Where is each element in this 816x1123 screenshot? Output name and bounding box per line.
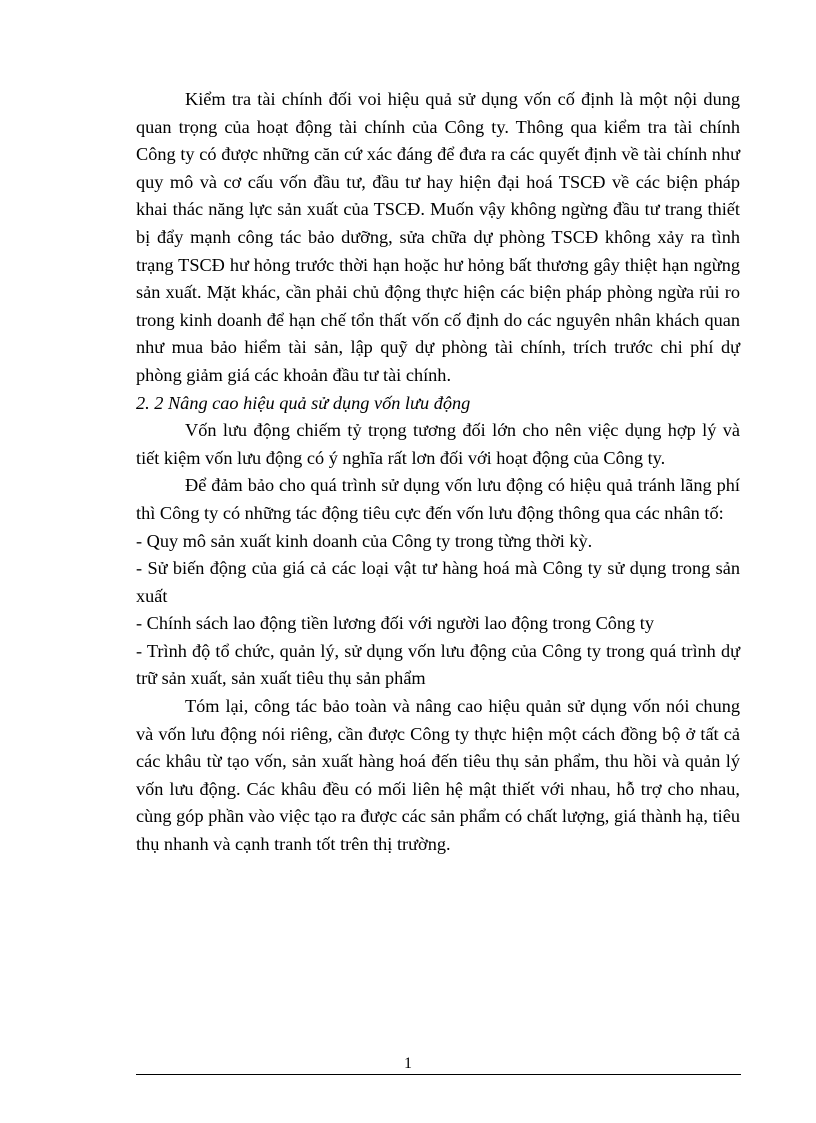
section-heading-working-capital: 2. 2 Nâng cao hiệu quả sử dụng vốn lưu động	[136, 392, 471, 413]
paragraph-working-capital-share: Vốn lưu động chiếm tỷ trọng tương đối lớn cho nên việc dụng hợp lý và tiết kiệm vốn lưu động có ý nghĩa rất lơn đối với hoạt động của Công ty.	[136, 420, 740, 468]
footer-rule	[136, 1074, 741, 1075]
paragraph-conclusion: Tóm lại, công tác bảo toàn và nâng cao hiệu quản sử dụng vốn nói chung và vốn lưu động nói riêng, cần được Công ty thực hiện một cách đồng bộ ở tất cả các khâu từ tạo vốn, sản xuất hàng hoá đến tiêu thụ sản phẩm, thu hồi và quản lý vốn lưu động. Các khâu đều có mối liên hệ mật thiết với nhau, hỗ trợ cho nhau, cùng góp phần vào việc tạo ra được các sản phẩm có chất lượng, giá thành hạ, tiêu thụ nhanh và cạnh tranh tốt trên thị trường.	[136, 696, 740, 855]
list-item-management-level: - Trình độ tổ chức, quản lý, sử dụng vốn lưu động của Công ty trong quá trình dự trữ sản xuất, sản xuất tiêu thụ sản phẩm	[136, 640, 740, 689]
list-item-labor-policy: - Chính sách lao động tiền lương đối với người lao động trong Công ty	[136, 613, 654, 634]
list-item-price-fluctuation: - Sử biến động của giá cả các loại vật tư hàng hoá mà Công ty sử dụng trong sản xuất	[136, 558, 740, 606]
document-body	[136, 86, 740, 859]
paragraph-fixed-capital-inspection: Kiểm tra tài chính đối voi hiệu quả sử dụng vốn cố định là một nội dung quan trọng của hoạt động tài chính của Công ty. Thông qua kiểm tra tài chính Công ty có được những căn cứ xác đáng để đưa ra các quyết định về tài chính như quy mô và cơ cấu vốn đầu tư, đầu tư hay hiện đại hoá TSCĐ về các biện pháp khai thác năng lực sản xuất của TSCĐ. Muốn vậy không ngừng đầu tư trang thiết bị đẩy mạnh công tác bảo dưỡng, sửa chữa dự phòng TSCĐ không xảy ra tình trạng TSCĐ hư hỏng trước thời hạn hoặc hư hỏng bất thương gây thiệt hạn ngừng sản xuất. Mặt khác, cần phải chủ động thực hiện các biện pháp phòng ngừa rủi ro trong kinh doanh để hạn chế tổn thất vốn cố định do các nguyên nhân khách quan như mua bảo hiểm tài sản, lập quỹ dự phòng tài chính, trích trước chi phí dự phòng giảm giá các khoản đầu tư tài chính.	[136, 89, 740, 385]
paragraph-working-capital-factors: Để đảm bảo cho quá trình sử dụng vốn lưu động có hiệu quả tránh lãng phí thì Công ty có những tác động tiêu cực đến vốn lưu động thông qua các nhân tố:	[136, 475, 740, 523]
page-number: 1	[404, 1055, 412, 1072]
list-item-production-scale: - Quy mô sản xuất kinh doanh của Công ty trong từng thời kỳ.	[136, 530, 593, 551]
